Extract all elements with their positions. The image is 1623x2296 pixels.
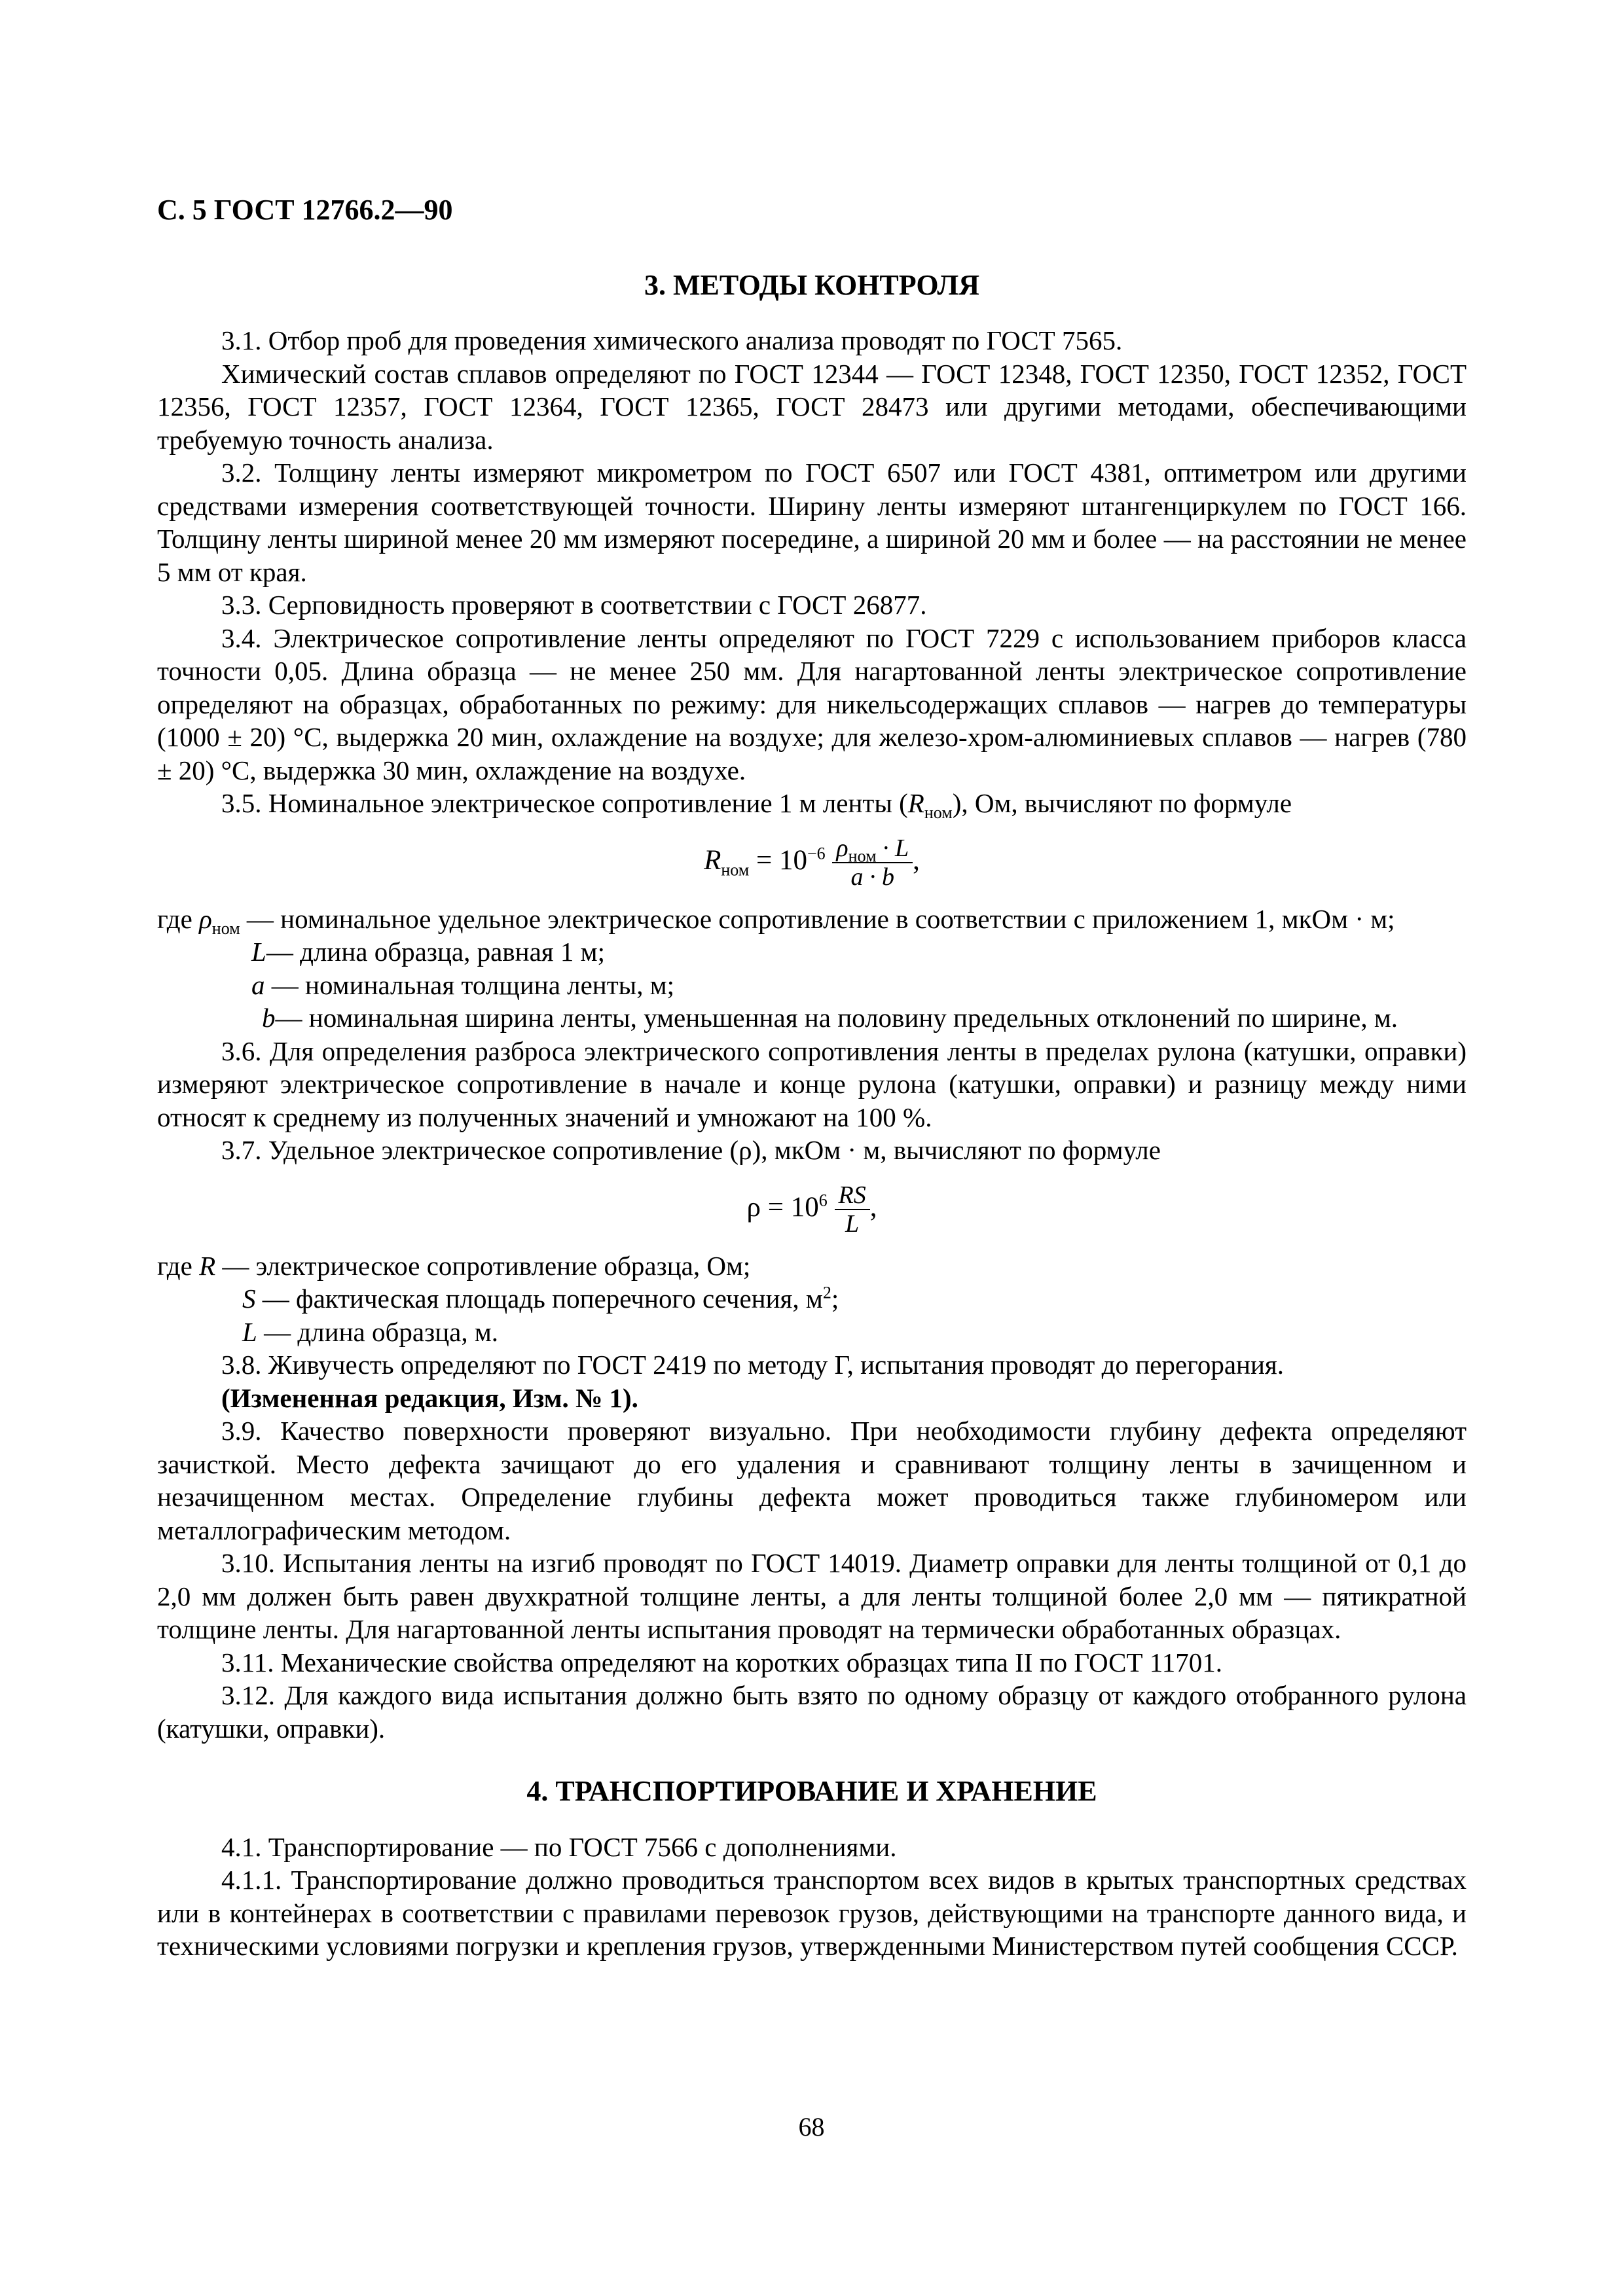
formula-rho: $\rho = 10^6$ $\frac{RS}{L}$ , [746,1181,877,1238]
definition-r: где R — электрическое сопротивление образца, Ом; [157,1250,751,1281]
paragraph-3-2: 3.2. Толщину ленты измеряют микрометром по ГОСТ 6507 или ГОСТ 4381, оптиметром или другими средствами измерения соответствующей точности. Ширину ленты измеряют штангенциркулем по ГОСТ 166. Толщину ленты шириной менее 20 мм измеряют посередине, а шириной 20 мм и более — на расстоянии не менее 5 мм от края. [157,457,1467,587]
paragraph-3-1: 3.1. Отбор проб для проведения химического анализа проводят по ГОСТ 7565. [221,325,1123,355]
section-title-4: 4. ТРАНСПОРТИРОВАНИЕ И ХРАНЕНИЕ [526,1775,1097,1807]
definition-l: L— длина образца, равная 1 м; [251,937,605,967]
paragraph-3-12: 3.12. Для каждого вида испытания должно быть взято по одному образцу от каждого отобранного рулона (катушки, оправки). [157,1680,1467,1744]
definition-l2: L — длина образца, м. [242,1316,499,1347]
fraction: $\frac{\rho_{ном} \cdot L}{a \cdot b}$ [832,834,913,891]
formula-r-nom: $R_{ном} = 10^{-6}$ $\frac{\rho_{ном} \cdot L}{a \cdot b}$ , [704,834,920,891]
definition-b: b— номинальная ширина ленты, уменьшенная на половину предельных отклонений по ширине, м. [262,1003,1398,1033]
paragraph-3-9: 3.9. Качество поверхности проверяют визуально. При необходимости глубину дефекта определяют зачисткой. Место дефекта зачищают до его удаления и сравнивают толщину ленты в зачищенном и незачищенном местах. Определение глубины дефекта может проводиться также глубиномером или металлографическим методом. [157,1416,1467,1545]
paragraph-3-6: 3.6. Для определения разброса электрического сопротивления ленты в пределах рулона (катушки, оправки) измеряют электрическое сопротивление в начале и конце рулона (катушки, оправки) и разницу между ними относят к среднему из полученных значений и умножают на 100 %. [157,1035,1467,1132]
paragraph-3-10: 3.10. Испытания ленты на изгиб проводят по ГОСТ 14019. Диаметр оправки для ленты толщиной от 0,1 до 2,0 мм должен быть равен двухкратной толщине ленты, а для ленты толщиной более 2,0 мм — пятикратной толщине ленты. Для нагартованной ленты испытания проводят на термически обработанных образцах. [157,1548,1467,1644]
definition-a: a — номинальная толщина ленты, м; [251,969,675,1000]
definition-s: S — фактическая площадь поперечного сечения, $м^2$; [242,1283,839,1314]
paragraph-4-1: 4.1. Транспортирование — по ГОСТ 7566 с дополнениями. [221,1831,897,1862]
section-title-3: 3. МЕТОДЫ КОНТРОЛЯ [644,268,979,301]
fraction: $\frac{RS}{L}$ [835,1181,870,1238]
paragraph-3-5: 3.5. Номинальное электрическое сопротивление 1 м ленты $(R_{ном})$, Ом, вычисляют по формуле [221,788,1292,823]
paragraph-3-8: 3.8. Живучесть определяют по ГОСТ 2419 по методу Г, испытания проводят до перегорания. [221,1350,1285,1380]
paragraph-3-11: 3.11. Механические свойства определяют на коротких образцах типа II по ГОСТ 11701. [221,1647,1223,1677]
paragraph-4-1-1: 4.1.1. Транспортирование должно проводиться транспортом всех видов в крытых транспортных средствах или в контейнерах в соответствии с правилами перевозок грузов, действующими на транспорте данного вида, и техническими условиями погрузки и крепления грузов, утвержденными Министерством путей сообщения СССР. [157,1865,1467,1961]
amendment-note: (Измененная редакция, Изм. № 1). [221,1382,638,1413]
paragraph-3-4: 3.4. Электрическое сопротивление ленты определяют по ГОСТ 7229 с использованием приборов класса точности 0,05. Длина образца — не менее 250 мм. Для нагартованной ленты электрическое сопротивление определяют на образцах, обработанных по режиму: для никельсодержащих сплавов — нагрев до температуры (1000 ± 20) °С, выдержка 20 мин, охлаждение на воздухе; для железо-хром-алюминиевых сплавов — нагрев (780 ± 20) °С, выдержка 30 мин, охлаждение на воздухе. [157,622,1467,785]
definition-rho-nom: где $\rho_{ном}$ — номинальное удельное электрическое сопротивление в соответствии с приложением 1, мкОм · м; [157,903,1395,938]
page-body [157,194,1467,1963]
paragraph-3-3: 3.3. Серповидность проверяют в соответствии с ГОСТ 26877. [221,590,927,620]
page-number: 68 [798,2112,825,2142]
page-header: С. 5 ГОСТ 12766.2—90 [157,194,453,226]
paragraph-3-7: 3.7. Удельное электрическое сопротивление (ρ), мкОм · м, вычисляют по формуле [221,1135,1161,1165]
paragraph-3-1-chem: Химический состав сплавов определяют по ГОСТ 12344 — ГОСТ 12348, ГОСТ 12350, ГОСТ 12352, ГОСТ 12356, ГОСТ 12357, ГОСТ 12364, ГОСТ 12365, ГОСТ 28473 или другими методами, обеспечивающими требуемую точность анализа. [157,358,1467,455]
